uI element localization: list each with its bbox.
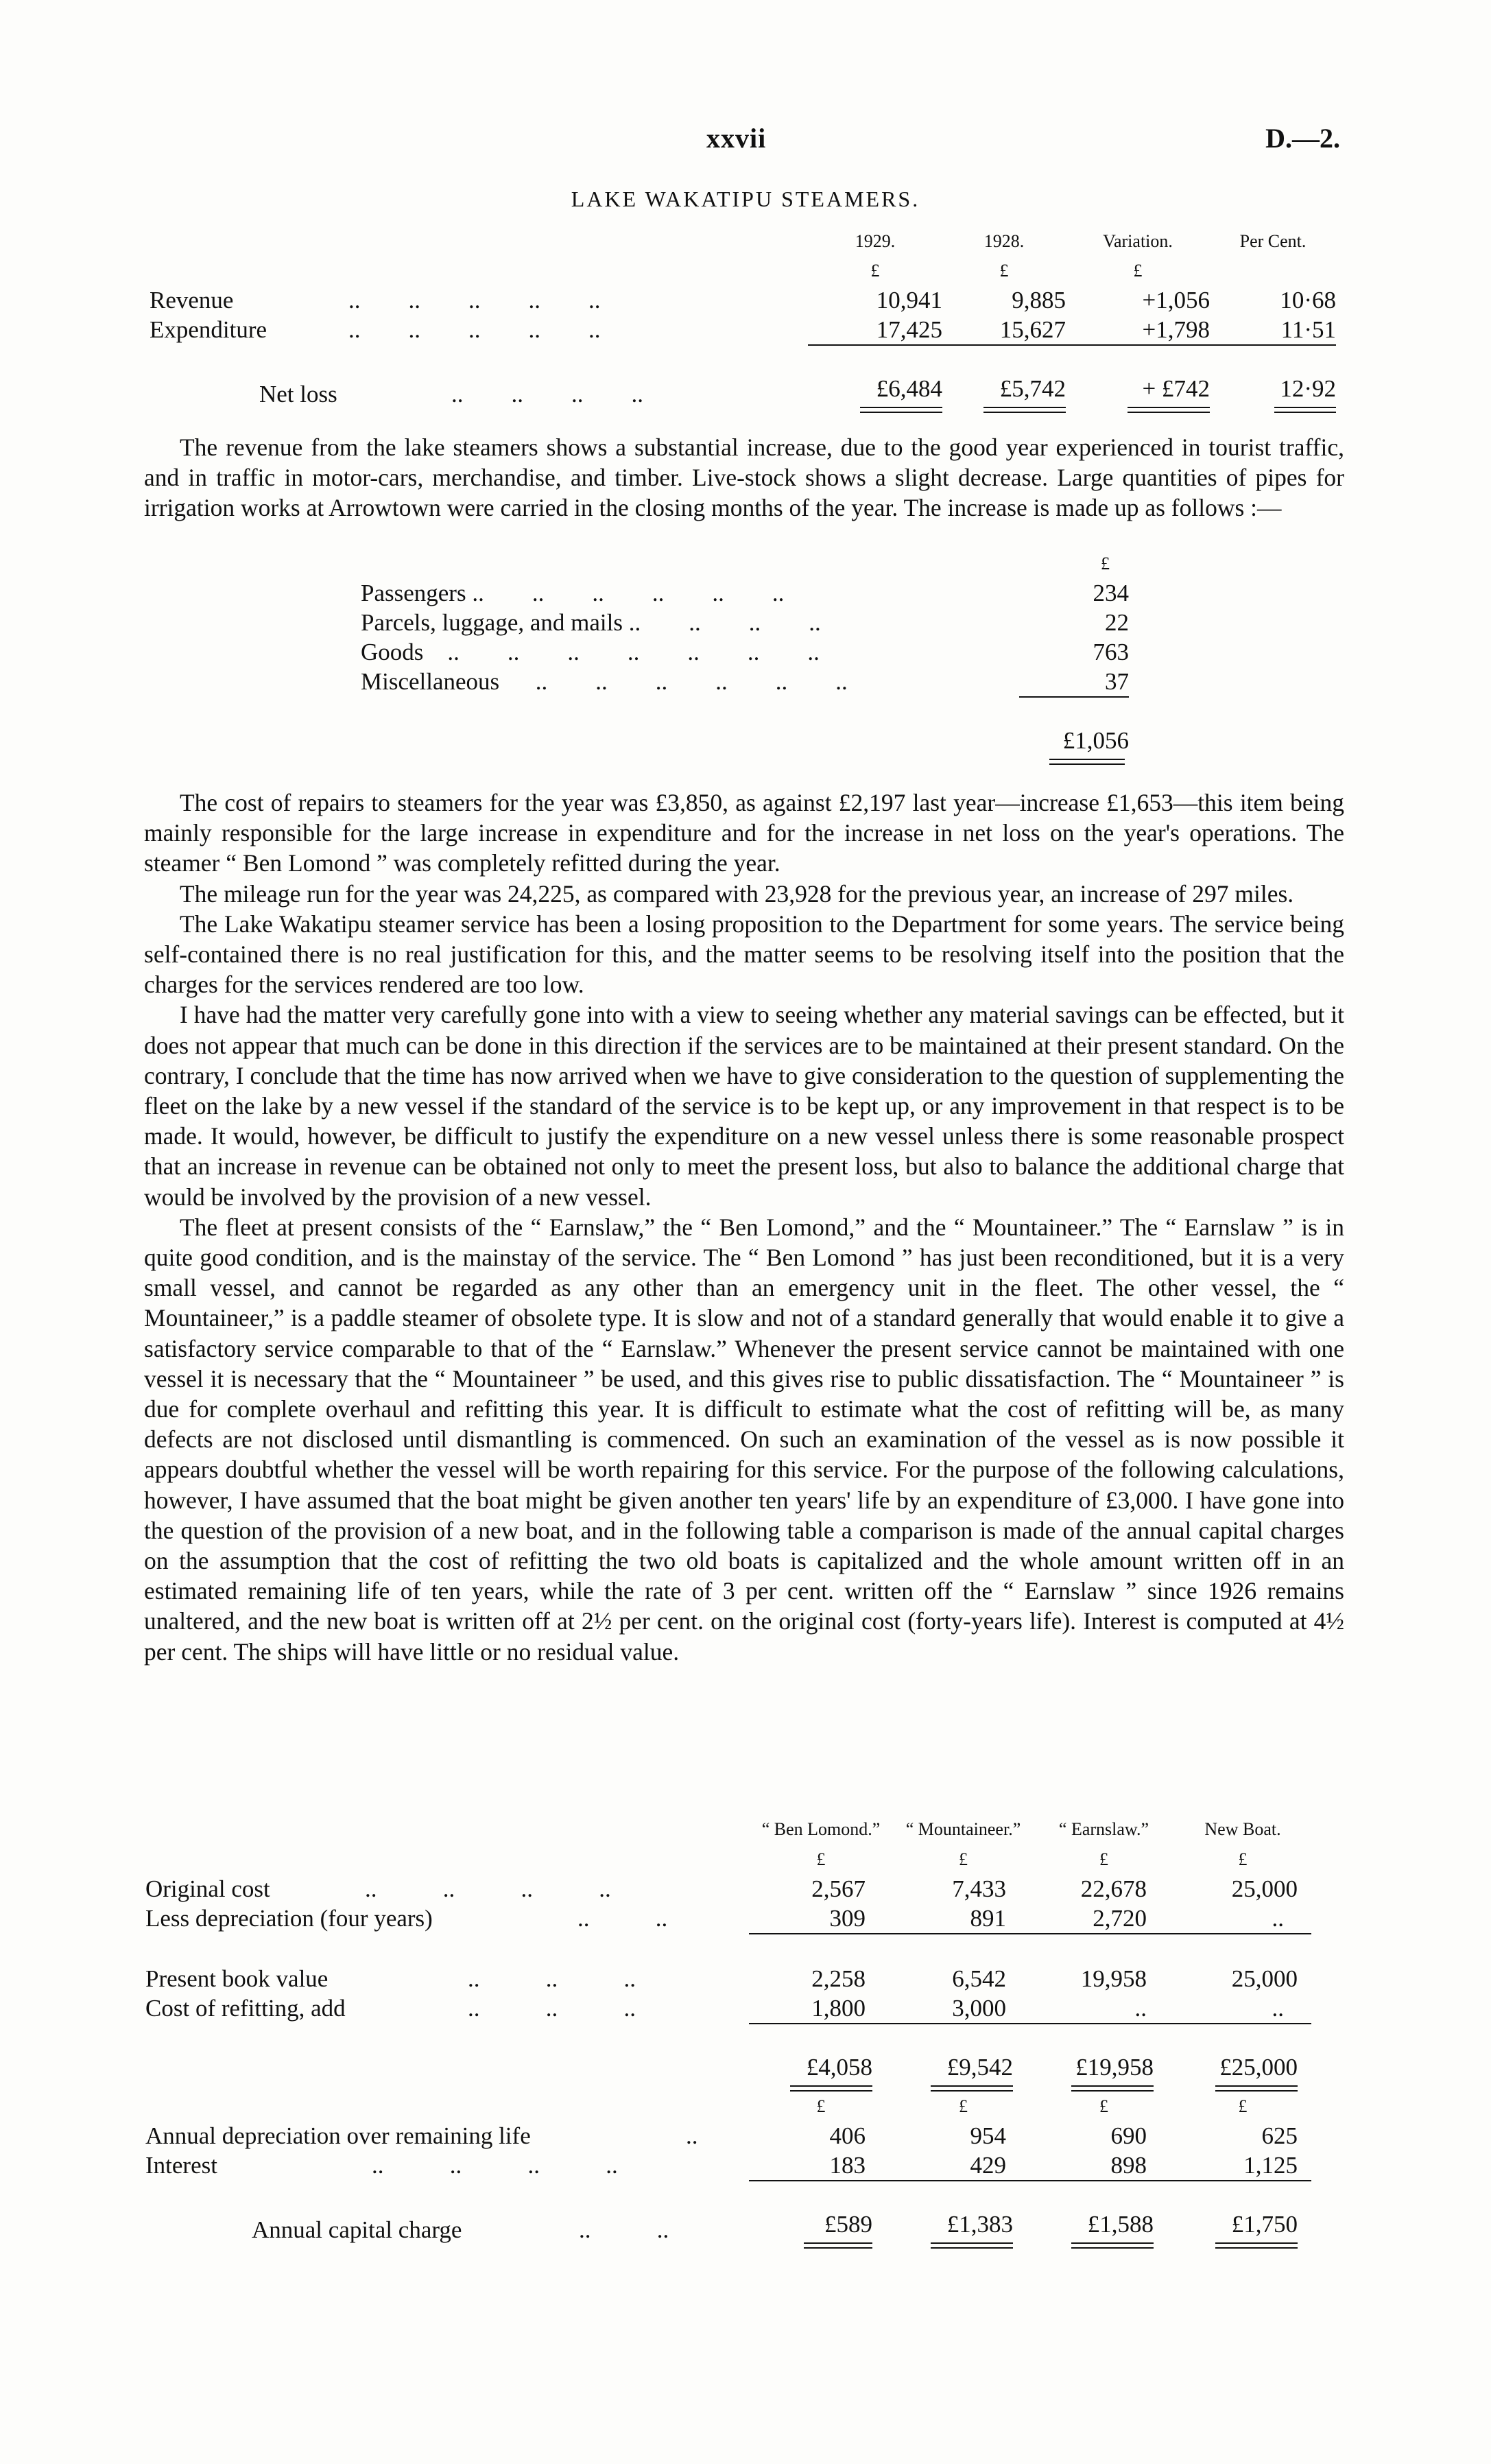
leader-dots: .. ..	[579, 2216, 669, 2243]
subtotal-row	[145, 2054, 1311, 2092]
leader-dots: .. .. .. .. ..	[348, 316, 601, 343]
cell: £589	[749, 2211, 893, 2249]
document-reference: D.—2.	[1265, 123, 1340, 154]
row-label: Present book value	[145, 1965, 329, 1992]
unit-label: £	[1099, 2096, 1108, 2116]
cell: 19,958	[1080, 1965, 1147, 1992]
cell: 1,800	[749, 1993, 893, 2024]
col-header: “ Mountaineer.”	[905, 1819, 1021, 1839]
paragraph: The Lake Wakatipu steamer service has been a losing proposition to the Department for some years. The service being self-contained there is no real justification for this, and the matter seems to be resolving itself into the position that the charges for the services rendered are too low.	[144, 910, 1344, 999]
row-label: Annual depreciation over remaining life	[145, 2122, 531, 2149]
cell: 22,678	[1080, 1875, 1147, 1902]
row-label: Net loss	[259, 380, 337, 407]
cell: £9,542	[893, 2054, 1034, 2092]
paragraph: I have had the matter very carefully gone into with a view to seeing whether any material savings can be effected, but it does not appear that much can be done in this direction if the services are to be maintained at their present standard. On the contrary, I conclude that the time has now arrived when we have to give consideration to the question of supplementing the fleet on the lake by a new vessel if the standard of the service is to be kept up, or any improvement in that respect is to be made. It would, however, be difficult to justify the expenditure on a new vessel unless there is some reasonable prospect that an increase in revenue can be obtained not only to meet the present loss, but also to balance the additional charge that would be involved by the provision of a new vessel.	[144, 1001, 1344, 1211]
cell: 690	[1110, 2122, 1147, 2149]
leader-dots: .. .. ..	[468, 1965, 636, 1992]
table-row	[145, 2121, 1311, 2151]
leader-dots: .. .. .. .. .. ..	[505, 668, 848, 695]
cell: 10,941	[876, 286, 942, 313]
cell: 12·92	[1210, 375, 1336, 413]
col-header: Per Cent.	[1239, 230, 1307, 251]
leader-dots: ..	[686, 2122, 698, 2149]
table-row	[145, 1993, 1311, 2024]
cell: +1,798	[1066, 315, 1210, 345]
cell: 183	[749, 2151, 893, 2181]
cell: 7,433	[952, 1875, 1006, 1902]
row-label: Original cost	[145, 1875, 270, 1902]
cell: ..	[1174, 1904, 1311, 1934]
cell: 6,542	[952, 1965, 1006, 1992]
cell: £1,588	[1034, 2211, 1174, 2249]
total-row	[145, 2211, 1311, 2249]
cell: £5,742	[942, 375, 1066, 413]
cell: 10·68	[1280, 286, 1336, 313]
unit-label: £	[959, 2096, 968, 2116]
paragraph: The cost of repairs to steamers for the year was £3,850, as against £2,197 last year—increase £1,653—this item being mainly responsible for the large increase in expenditure and for the increase in net loss on the year's operations. The steamer “ Ben Lomond ” was completely refitted during the year.	[144, 789, 1344, 877]
cell: £4,058	[749, 2054, 893, 2092]
row-label: Annual capital charge	[252, 2216, 462, 2243]
unit-label: £	[999, 260, 1009, 281]
unit-label: £	[816, 2096, 826, 2116]
cell: 9,885	[1012, 286, 1066, 313]
leader-dots: .. .. .. .. .. .. ..	[429, 638, 820, 665]
leader-dots: .. .. .. ..	[365, 1875, 611, 1902]
leader-dots: .. .. .. .. ..	[348, 286, 601, 313]
unit-label: £	[1099, 1849, 1108, 1869]
cell: 234	[1093, 579, 1129, 606]
summary-table	[150, 226, 1336, 413]
cell: 898	[1034, 2151, 1174, 2181]
col-header: New Boat.	[1204, 1819, 1281, 1839]
row-label: Parcels, luggage, and mails	[361, 608, 623, 636]
cell: £1,750	[1174, 2211, 1311, 2249]
cell: 25,000	[1231, 1965, 1298, 1992]
cell: 2,258	[811, 1965, 866, 1992]
body-paragraphs	[144, 787, 1344, 1667]
unit-label: £	[1101, 553, 1110, 573]
cell: 2,567	[811, 1875, 866, 1902]
table-row	[361, 667, 1129, 697]
paragraph-revenue: The revenue from the lake steamers shows a substantial increase, due to the good year experienced in tourist traffic, and in traffic in motor-cars, merchandise, and timber. Live-stock shows a slight decrease. Large quantities of pipes for irrigation works at Arrowtown were carried in the closing months of the year. The increase is made up as follows :—	[144, 434, 1344, 522]
table-row	[361, 578, 1129, 608]
cell: £25,000	[1174, 2054, 1311, 2092]
col-header: 1928.	[983, 230, 1025, 251]
col-header: “ Ben Lomond.”	[761, 1819, 881, 1839]
table-row	[145, 1964, 1311, 1993]
cell: 22	[1105, 608, 1129, 636]
leader-dots: .. .. ..	[468, 1995, 636, 2022]
unit-label: £	[1238, 2096, 1248, 2116]
cell: 406	[829, 2122, 866, 2149]
cell: 25,000	[1231, 1875, 1298, 1902]
cell: 429	[893, 2151, 1034, 2181]
table-row	[150, 285, 1336, 315]
leader-dots: .. .. .. .. .. ..	[472, 579, 785, 606]
row-label: Cost of refitting, add	[145, 1995, 346, 2022]
row-label: Less depreciation (four years)	[145, 1905, 433, 1932]
cell: £6,484	[808, 375, 942, 413]
cell: 891	[893, 1904, 1034, 1934]
col-header: “ Earnslaw.”	[1058, 1819, 1149, 1839]
table-row	[150, 315, 1336, 345]
col-header: 1929.	[855, 230, 896, 251]
unit-label: £	[870, 260, 880, 281]
cell: 1,125	[1174, 2151, 1311, 2181]
cell: 11·51	[1210, 315, 1336, 345]
table-row	[145, 1904, 1311, 1934]
cell: 3,000	[893, 1993, 1034, 2024]
unit-label: £	[816, 1849, 826, 1869]
cell: £1,056	[1019, 727, 1129, 765]
cell: +1,056	[1142, 286, 1210, 313]
page-number: xxvii	[706, 123, 767, 154]
row-label: Expenditure	[150, 316, 267, 343]
unit-label: £	[1238, 1849, 1248, 1869]
row-label: Miscellaneous	[361, 668, 500, 695]
cell: 2,720	[1034, 1904, 1174, 1934]
row-label: Passengers	[361, 579, 466, 606]
unit-label: £	[1133, 260, 1143, 281]
row-label: Revenue	[150, 286, 234, 313]
page-title: LAKE WAKATIPU STEAMERS.	[571, 187, 920, 211]
cell: 15,627	[942, 315, 1066, 345]
leader-dots: .. .. .. ..	[451, 380, 643, 407]
total-row	[150, 375, 1336, 413]
table-row	[145, 1874, 1311, 1904]
cell: 954	[970, 2122, 1006, 2149]
cell: 37	[1019, 667, 1129, 697]
cell: 763	[1093, 638, 1129, 665]
increase-table	[361, 549, 1129, 765]
unit-label: £	[959, 1849, 968, 1869]
table-row	[145, 2151, 1311, 2181]
row-label: Interest	[145, 2152, 217, 2179]
cell: £19,958	[1034, 2054, 1174, 2092]
paragraph: The mileage run for the year was 24,225, as compared with 23,928 for the previous year, an increase of 297 miles.	[180, 879, 1294, 908]
cell: ..	[1174, 1993, 1311, 2024]
leader-dots: .. .. .. ..	[628, 608, 821, 636]
capital-charge-table	[145, 1814, 1311, 2249]
leader-dots: .. .. .. ..	[372, 2152, 618, 2179]
total-row	[361, 727, 1129, 765]
cell: 17,425	[808, 315, 942, 345]
cell: 625	[1261, 2122, 1298, 2149]
paragraph: The fleet at present consists of the “ Earnslaw,” the “ Ben Lomond,” and the “ Mountaineer.” The “ Earnslaw ” is in quite good condition, and is the mainstay of the service. The “ Ben Lomond ” has just been reconditioned, but it is a very small vessel, and cannot be regarded as any other than an emergency unit in the fleet. The other vessel, the “ Mountaineer,” is a paddle steamer of obsolete type. It is slow and not of a standard generally that would enable it to give a satisfactory service comparable to that of the “ Earnslaw.” Whenever the present service cannot be maintained with one vessel it is necessary that the “ Mountaineer ” be used, and this gives rise to public dissatisfaction. The “ Mountaineer ” is due for complete overhaul and refitting this year. It is difficult to estimate what the cost of refitting will be, as many defects are not disclosed until dismantling is commenced. On such an examination of the vessel as is now possible it appears doubtful whether the vessel will be worth repairing for this service. For the purpose of the following calculations, however, I have assumed that the boat might be given another ten years' life by an expenditure of £3,000. I have gone into the question of the provision of a new boat, and in the following table a comparison is made of the annual capital charges on the assumption that the cost of refitting the two old boats is capitalized and the whole amount written off in an estimated remaining life of ten years, while the rate of 3 per cent. written off the “ Earnslaw ” since 1926 remains unaltered, and the new boat is written off at 2½ per cent. on the original cost (forty-years life). Interest is computed at 4½ per cent. The ships will have little or no residual value.	[144, 1213, 1344, 1666]
cell: + £742	[1066, 375, 1210, 413]
row-label: Goods	[361, 638, 424, 665]
col-header: Variation.	[1103, 230, 1173, 251]
cell: £1,383	[893, 2211, 1034, 2249]
table-row	[361, 637, 1129, 667]
table-row	[361, 608, 1129, 637]
leader-dots: .. ..	[577, 1905, 668, 1932]
cell: ..	[1034, 1993, 1174, 2024]
cell: 309	[749, 1904, 893, 1934]
